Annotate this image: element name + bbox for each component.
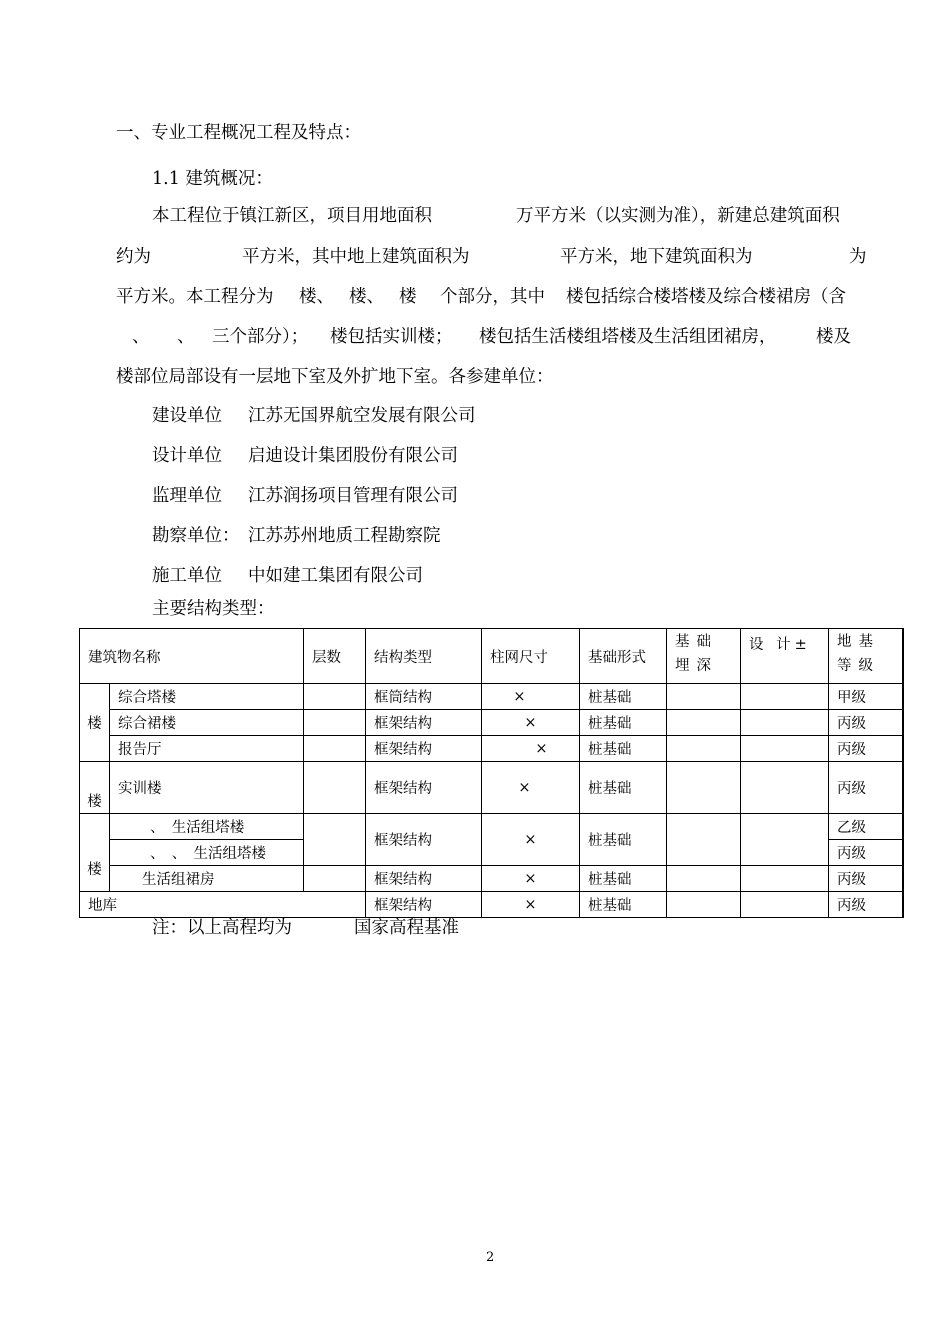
page-number: 2 xyxy=(486,1250,495,1265)
table-row xyxy=(80,892,903,918)
row-depth xyxy=(667,814,741,866)
row-grade: 丙级 xyxy=(829,866,903,892)
row-floors xyxy=(304,736,366,762)
paragraph-text: 楼部位局部设有一层地下室及外扩地下室。各参建单位： xyxy=(116,367,554,387)
table-row xyxy=(80,866,903,892)
row-floors xyxy=(304,762,366,814)
row-design xyxy=(741,814,829,866)
header-foundation-grade: 地基等级 xyxy=(829,629,903,684)
paragraph-text: 楼 xyxy=(399,287,417,307)
row-grade: 丙级 xyxy=(829,736,903,762)
row-name: 生活组裙房 xyxy=(110,866,304,892)
paragraph-text: 为 xyxy=(849,247,867,267)
group-label: 楼 xyxy=(80,762,110,814)
row-grade: 丙级 xyxy=(829,892,903,918)
row-grade: 丙级 xyxy=(829,840,903,866)
row-foundation: 桩基础 xyxy=(580,762,667,814)
unit-role: 施工单位 xyxy=(152,566,222,586)
paragraph-text: 、 xyxy=(177,327,195,347)
row-name: 、 生活组塔楼 xyxy=(110,814,304,840)
row-grid: × xyxy=(482,892,580,918)
header-structure-type: 结构类型 xyxy=(366,629,482,684)
row-structure: 框筒结构 xyxy=(366,684,482,710)
paragraph-text: 平方米。本工程分为 xyxy=(116,287,274,307)
row-name: 报告厅 xyxy=(110,736,304,762)
unit-name: 江苏润扬项目管理有限公司 xyxy=(248,486,458,506)
row-name: 综合塔楼 xyxy=(110,684,304,710)
row-depth xyxy=(667,866,741,892)
subsection-heading: 1.1 建筑概况： xyxy=(152,169,273,189)
table-row xyxy=(80,814,903,840)
table-note: 国家高程基准 xyxy=(354,918,459,938)
unit-name: 江苏苏州地质工程勘察院 xyxy=(248,526,441,546)
paragraph-text: 本工程位于镇江新区，项目用地面积 xyxy=(152,206,432,226)
row-name: 实训楼 xyxy=(110,762,304,814)
table-title: 主要结构类型： xyxy=(152,599,275,619)
row-grid: × xyxy=(482,866,580,892)
row-name: 、 、 生活组塔楼 xyxy=(110,840,304,866)
paragraph-text: 楼、 xyxy=(349,287,384,307)
table-row xyxy=(80,736,903,762)
table-row xyxy=(80,762,903,814)
row-foundation: 桩基础 xyxy=(580,814,667,866)
row-grid: × xyxy=(482,762,580,814)
row-name: 地库 xyxy=(80,892,366,918)
paragraph-text: 楼、 xyxy=(299,287,334,307)
row-grid: × xyxy=(482,736,580,762)
unit-role: 设计单位 xyxy=(152,446,222,466)
table-header-row xyxy=(80,629,903,684)
row-name: 综合裙楼 xyxy=(110,710,304,736)
row-foundation: 桩基础 xyxy=(580,710,667,736)
row-floors xyxy=(304,710,366,736)
section-heading: 一、专业工程概况工程及特点： xyxy=(116,123,361,143)
row-design xyxy=(741,736,829,762)
header-design-elevation: 设 计± xyxy=(741,629,829,684)
header-floors: 层数 xyxy=(304,629,366,684)
unit-name: 中如建工集团有限公司 xyxy=(248,566,423,586)
structure-table xyxy=(79,628,904,918)
paragraph-text: 楼包括生活楼组塔楼及生活组团裙房， xyxy=(479,327,777,347)
header-foundation-type: 基础形式 xyxy=(580,629,667,684)
paragraph-text: 楼及 xyxy=(816,327,851,347)
row-structure: 框架结构 xyxy=(366,710,482,736)
row-design xyxy=(741,892,829,918)
unit-role: 勘察单位： xyxy=(152,526,240,546)
paragraph-text: 约为 xyxy=(116,247,151,267)
row-grid: × xyxy=(482,710,580,736)
row-depth xyxy=(667,684,741,710)
row-depth xyxy=(667,892,741,918)
unit-name: 启迪设计集团股份有限公司 xyxy=(248,446,458,466)
row-floors xyxy=(304,866,366,892)
table-row xyxy=(80,710,903,736)
row-grid: × xyxy=(482,814,580,866)
row-foundation: 桩基础 xyxy=(580,684,667,710)
unit-role: 建设单位 xyxy=(152,406,222,426)
row-foundation: 桩基础 xyxy=(580,892,667,918)
row-structure: 框架结构 xyxy=(366,866,482,892)
row-depth xyxy=(667,736,741,762)
header-foundation-depth: 基础埋深 xyxy=(667,629,741,684)
row-grade: 丙级 xyxy=(829,710,903,736)
row-structure: 框架结构 xyxy=(366,814,482,866)
paragraph-text: 个部分，其中 xyxy=(440,287,545,307)
row-structure: 框架结构 xyxy=(366,736,482,762)
row-design xyxy=(741,710,829,736)
header-building-name: 建筑物名称 xyxy=(80,629,304,684)
group-label: 楼 xyxy=(80,684,110,762)
group-label: 楼 xyxy=(80,814,110,892)
row-design xyxy=(741,866,829,892)
row-design xyxy=(741,762,829,814)
unit-name: 江苏无国界航空发展有限公司 xyxy=(248,406,476,426)
row-floors xyxy=(304,814,366,866)
row-structure: 框架结构 xyxy=(366,762,482,814)
row-foundation: 桩基础 xyxy=(580,736,667,762)
row-grade: 甲级 xyxy=(829,684,903,710)
paragraph-text: 万平方米（以实测为准），新建总建筑面积 xyxy=(516,206,840,226)
row-grid: × xyxy=(482,684,580,710)
paragraph-text: 楼包括实训楼； xyxy=(330,327,453,347)
paragraph-text: 三个部分）； xyxy=(212,327,309,347)
table-note: 注：以上高程均为 xyxy=(152,918,292,938)
row-depth xyxy=(667,762,741,814)
row-design xyxy=(741,684,829,710)
paragraph-text: 平方米，其中地上建筑面积为 xyxy=(242,247,470,267)
table-row xyxy=(80,684,903,710)
header-grid-size: 柱网尺寸 xyxy=(482,629,580,684)
row-foundation: 桩基础 xyxy=(580,866,667,892)
paragraph-text: 楼包括综合楼塔楼及综合楼裙房（含 xyxy=(566,287,846,307)
row-grade: 丙级 xyxy=(829,762,903,814)
row-structure: 框架结构 xyxy=(366,892,482,918)
paragraph-text: 、 xyxy=(132,327,150,347)
unit-role: 监理单位 xyxy=(152,486,222,506)
row-depth xyxy=(667,710,741,736)
row-grade: 乙级 xyxy=(829,814,903,840)
row-floors xyxy=(304,684,366,710)
paragraph-text: 平方米，地下建筑面积为 xyxy=(560,247,753,267)
